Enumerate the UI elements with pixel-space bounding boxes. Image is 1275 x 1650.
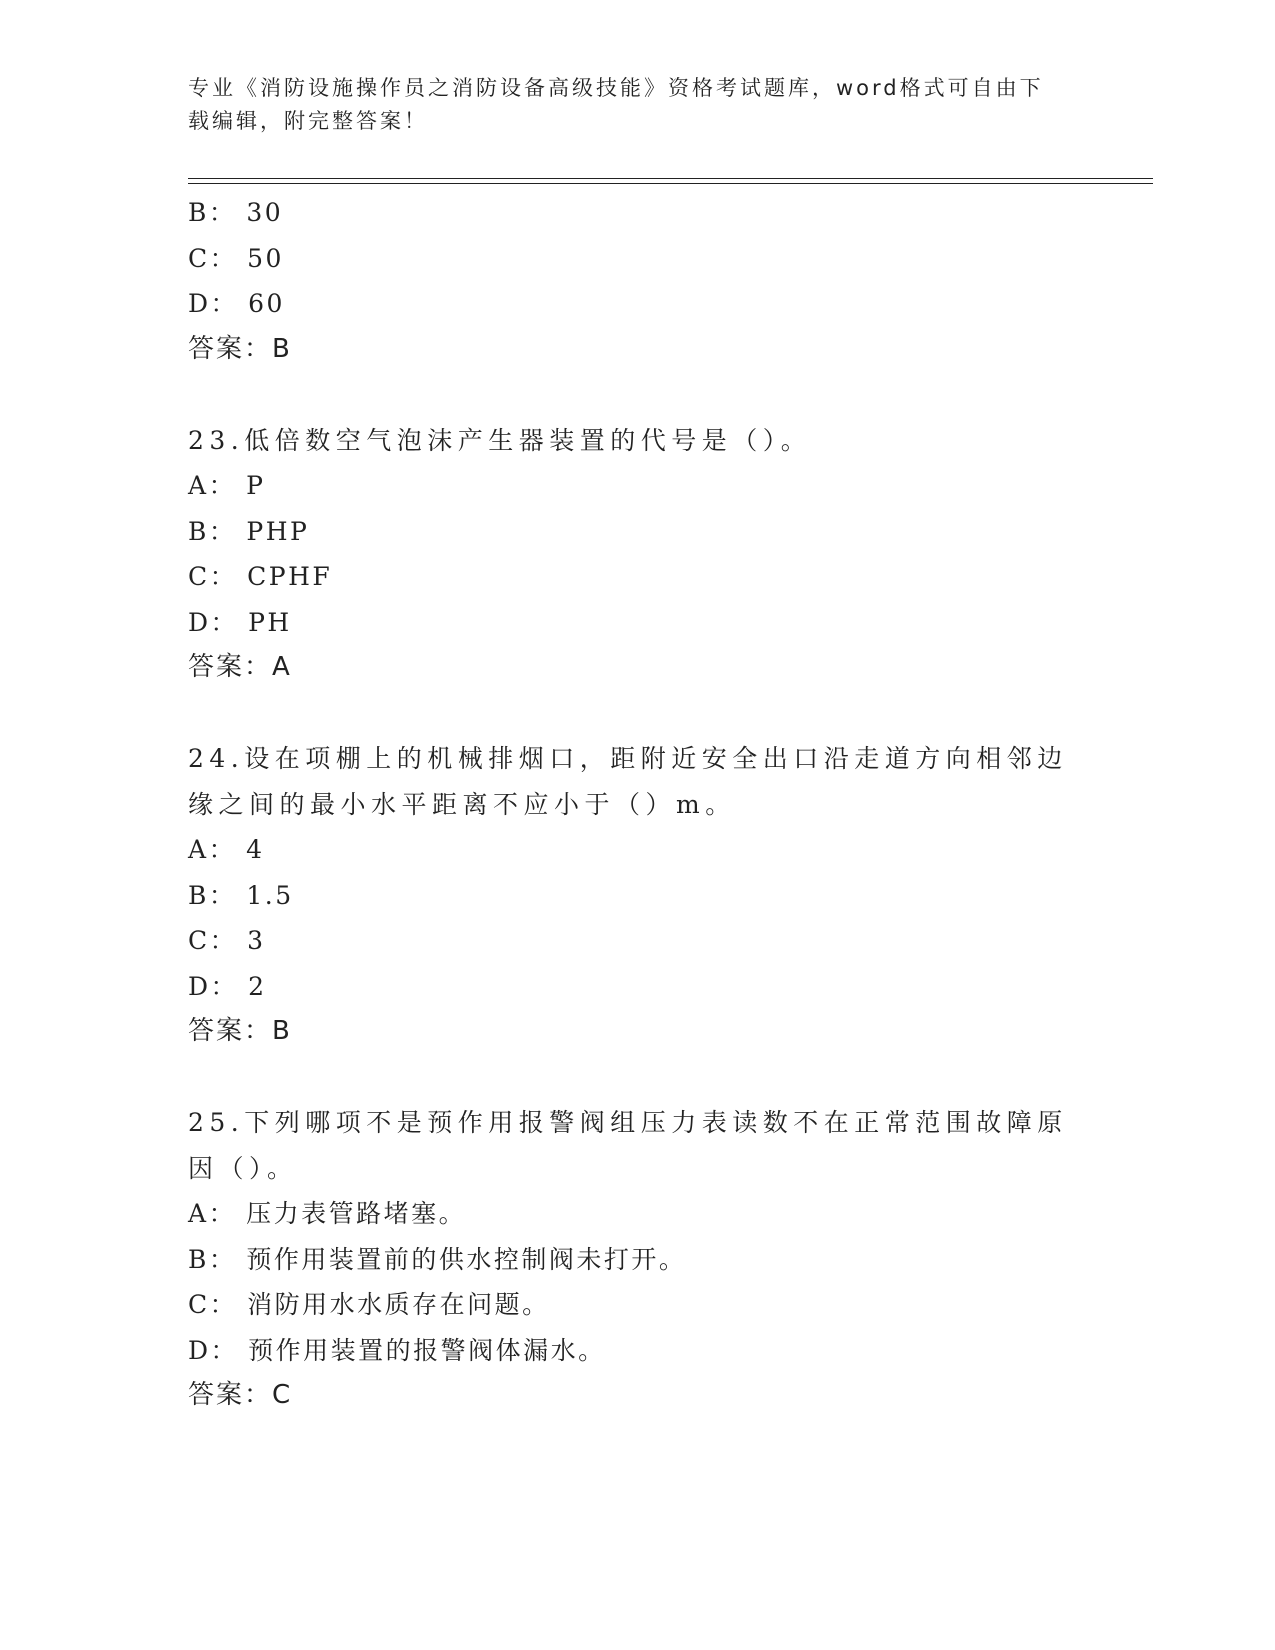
- spacer: [188, 1055, 1078, 1101]
- option-separator: ：: [210, 971, 239, 1001]
- option-text: PH: [248, 607, 292, 637]
- header-line-2: 载编辑，附完整答案！: [188, 109, 428, 133]
- option-row: [188, 1282, 1078, 1328]
- option-separator: ：: [210, 607, 239, 637]
- option-row: [188, 1328, 1078, 1374]
- option-row: [188, 509, 1078, 555]
- option-key: B: [188, 198, 209, 227]
- option-text: 消防用水水质存在问题。: [247, 1290, 550, 1319]
- option-row: [188, 281, 1078, 327]
- answer-line: 答案：A: [188, 652, 292, 682]
- option-separator: ：: [209, 926, 238, 955]
- answer-line: 答案：C: [188, 1380, 293, 1410]
- option-separator: ：: [208, 1244, 237, 1274]
- option-row: [188, 554, 1078, 600]
- option-key: D: [188, 971, 211, 1001]
- option-row: [188, 190, 1078, 236]
- option-separator: ：: [208, 516, 237, 546]
- spacer: [188, 372, 1078, 418]
- question-stem: 24.设在项棚上的机械排烟口，距附近安全出口沿走道方向相邻边缘之间的最小水平距离不应小于（）m。: [188, 744, 1068, 819]
- option-text: 3: [247, 926, 266, 955]
- option-separator: ：: [210, 1335, 239, 1365]
- option-text: CPHF: [247, 562, 333, 591]
- option-row: [188, 918, 1078, 964]
- option-row: [188, 827, 1078, 873]
- option-text: 30: [246, 198, 284, 227]
- option-separator: ：: [208, 471, 237, 500]
- header-line-1: 专业《消防设施操作员之消防设备高级技能》资格考试题库，word格式可自由下: [188, 76, 1044, 100]
- header-divider-top: [188, 178, 1153, 179]
- option-key: A: [188, 1199, 209, 1228]
- question-25: [188, 1100, 1078, 1419]
- option-key: B: [188, 1244, 209, 1274]
- document-header: [188, 72, 1068, 138]
- option-text: 1.5: [246, 880, 294, 910]
- option-key: A: [188, 471, 209, 500]
- option-text: P: [246, 471, 266, 500]
- option-separator: ：: [210, 289, 239, 318]
- header-divider-bottom: [188, 183, 1153, 184]
- option-text: 4: [246, 835, 265, 864]
- question-list: [188, 190, 1078, 1419]
- option-text: 预作用装置前的供水控制阀未打开。: [246, 1244, 687, 1274]
- answer-line: 答案：B: [188, 333, 292, 364]
- question-22-continued: [188, 190, 1078, 372]
- option-row: [188, 1237, 1078, 1283]
- option-text: 压力表管路堵塞。: [246, 1199, 467, 1228]
- option-text: 2: [248, 971, 267, 1001]
- option-key: B: [188, 516, 209, 546]
- option-key: D: [188, 607, 211, 637]
- option-row: [188, 964, 1078, 1010]
- answer-line: 答案：B: [188, 1016, 292, 1046]
- option-row: [188, 236, 1078, 282]
- option-text: 50: [247, 243, 284, 273]
- option-separator: ：: [209, 243, 238, 273]
- option-text: 预作用装置的报警阀体漏水。: [248, 1335, 606, 1365]
- option-row: [188, 600, 1078, 646]
- option-separator: ：: [208, 198, 237, 227]
- option-key: D: [188, 289, 211, 318]
- option-separator: ：: [208, 880, 237, 910]
- option-key: B: [188, 880, 209, 910]
- option-separator: ：: [209, 562, 238, 591]
- option-key: C: [188, 562, 210, 591]
- spacer: [188, 691, 1078, 737]
- question-23: [188, 418, 1078, 691]
- question-stem: 23.低倍数空气泡沫产生器装置的代号是（）。: [188, 425, 812, 455]
- option-row: [188, 463, 1078, 509]
- question-24: [188, 736, 1078, 1055]
- option-text: 60: [248, 289, 285, 318]
- option-row: [188, 873, 1078, 919]
- option-key: C: [188, 926, 210, 955]
- option-row: [188, 1191, 1078, 1237]
- option-key: C: [188, 1290, 210, 1319]
- option-key: C: [188, 243, 210, 273]
- option-separator: ：: [208, 1199, 237, 1228]
- option-separator: ：: [208, 835, 237, 864]
- option-key: D: [188, 1335, 211, 1365]
- option-text: PHP: [246, 516, 310, 546]
- option-key: A: [188, 835, 209, 864]
- option-separator: ：: [209, 1290, 238, 1319]
- question-stem: 25.下列哪项不是预作用报警阀组压力表读数不在正常范围故障原因（）。: [188, 1108, 1068, 1183]
